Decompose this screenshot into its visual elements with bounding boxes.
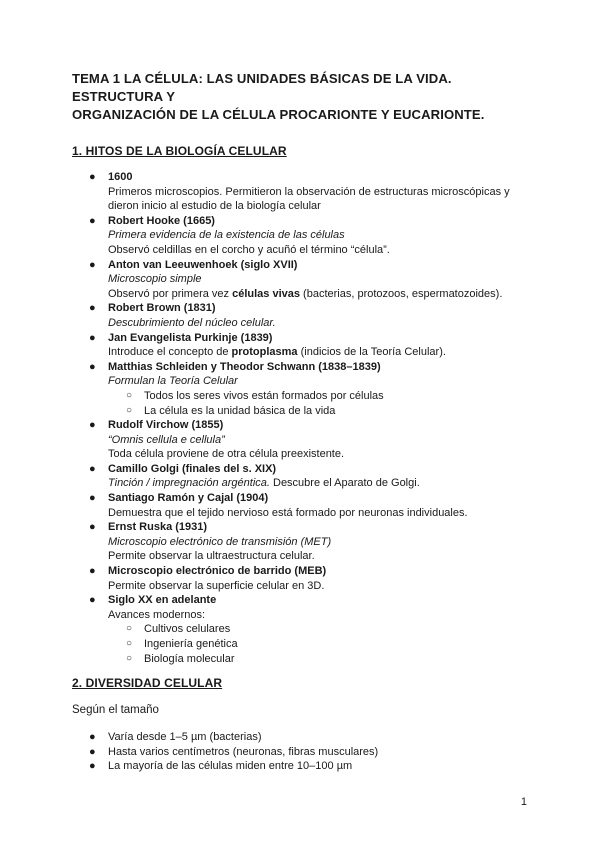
milestone-virchow: [72, 418, 530, 462]
milestone-subtitle: “Omnis cellula e cellula”: [108, 433, 225, 446]
title-line-1: TEMA 1 LA CÉLULA: LAS UNIDADES BÁSICAS DE LA VIDA. ESTRUCTURA Y: [72, 71, 452, 104]
milestone-subtitle: Formulan la Teoría Celular: [108, 375, 238, 388]
milestone-subtitle: Microscopio electrónico de transmisión (MET): [108, 535, 332, 548]
bullet-icon: ●: [89, 760, 96, 773]
milestone-subtitle: Microscopio simple: [108, 273, 202, 286]
bullet-icon: ●: [89, 258, 96, 271]
milestone-text: [108, 287, 530, 302]
milestone-text: dieron inicio al estudio de la biología celular: [108, 200, 321, 213]
bullet-icon: ●: [89, 492, 96, 505]
milestone-ruska: [72, 520, 530, 564]
milestone-text: Toda célula proviene de otra célula preexistente.: [108, 448, 345, 461]
sub-item-text: Todos los seres vivos están formados por células: [144, 389, 384, 402]
milestone-text: Permite observar la ultraestructura celular.: [108, 550, 315, 563]
bullet-icon: ●: [89, 302, 96, 315]
bullet-icon: ●: [89, 331, 96, 344]
milestone-subtitle: Primera evidencia de la existencia de las células: [108, 229, 345, 242]
size-list: [72, 730, 530, 774]
circle-bullet-icon: ○: [126, 652, 133, 664]
bullet-icon: ●: [89, 745, 96, 758]
milestone-text: [108, 345, 530, 360]
sub-list: [108, 389, 530, 418]
bullet-icon: ●: [89, 171, 96, 183]
milestone-title: Rudolf Virchow (1855): [108, 419, 224, 432]
bullet-icon: ●: [89, 360, 96, 373]
milestone-title: Santiago Ramón y Cajal (1904): [108, 492, 269, 505]
circle-bullet-icon: ○: [126, 404, 133, 416]
sub-list-item: [108, 622, 530, 637]
milestone-golgi: [72, 462, 530, 491]
milestone-title: 1600: [108, 171, 133, 183]
circle-bullet-icon: ○: [126, 638, 133, 649]
text-fragment: Descubre el Aparato de Golgi.: [269, 477, 420, 490]
sub-list: [108, 622, 530, 666]
sub-item-text: Cultivos celulares: [144, 623, 231, 636]
milestone-text: Observó celdillas en el corcho y acuñó el término “célula”.: [108, 243, 390, 256]
milestones-list: [72, 170, 530, 666]
milestone-text: Demuestra que el tejido nervioso está formado por neuronas individuales.: [108, 506, 468, 519]
milestone-text: [108, 476, 530, 491]
bullet-icon: ●: [89, 462, 96, 475]
size-item-text: Hasta varios centímetros (neuronas, fibras musculares): [108, 745, 379, 758]
sub-item-text: Ingeniería genética: [144, 638, 238, 650]
document-title: [72, 70, 530, 124]
text-fragment: Introduce el concepto de: [108, 346, 232, 359]
bold-term: células vivas: [232, 287, 300, 300]
title-line-2: ORGANIZACIÓN DE LA CÉLULA PROCARIONTE Y EUCARIONTE.: [72, 107, 485, 122]
milestone-text: Primeros microscopios. Permitieron la observación de estructuras microscópicas y: [108, 185, 510, 198]
bullet-icon: ●: [89, 594, 96, 607]
sub-list-item: [108, 637, 530, 652]
milestone-1600: [72, 170, 530, 214]
milestone-text: Permite observar la superficie celular en 3D.: [108, 579, 325, 592]
size-item-text: La mayoría de las células miden entre 10–100 µm: [108, 760, 353, 773]
size-item: [72, 759, 530, 774]
milestone-subtitle: Descubrimiento del núcleo celular.: [108, 316, 276, 329]
bullet-icon: ●: [89, 731, 96, 744]
size-item-text: Varía desde 1–5 µm (bacterias): [108, 731, 262, 744]
sub-item-text: Biología molecular: [144, 652, 235, 665]
section-1-heading: 1. HITOS DE LA BIOLOGÍA CELULAR: [72, 144, 287, 158]
sub-item-text: La célula es la unidad básica de la vida: [144, 404, 336, 417]
milestone-brown: [72, 301, 530, 330]
circle-bullet-icon: ○: [126, 623, 133, 635]
milestone-leeuwenhoek: [72, 258, 530, 302]
sub-list-item: [108, 389, 530, 404]
document-page: [72, 70, 530, 774]
sub-list-item: [108, 404, 530, 419]
milestone-title: Siglo XX en adelante: [108, 594, 217, 607]
milestone-title: Anton van Leeuwenhoek (siglo XVII): [108, 258, 298, 271]
text-fragment: (indicios de la Teoría Celular).: [297, 346, 446, 359]
section-2-heading: 2. DIVERSIDAD CELULAR: [72, 676, 223, 691]
milestone-title: Jan Evangelista Purkinje (1839): [108, 331, 273, 344]
bold-term: protoplasma: [231, 346, 298, 359]
bullet-icon: ●: [89, 565, 96, 578]
bullet-icon: ●: [89, 521, 96, 534]
circle-bullet-icon: ○: [126, 389, 133, 401]
milestone-ramon-y-cajal: [72, 491, 530, 520]
bullet-icon: ●: [89, 214, 96, 227]
size-intro: Según el tamaño: [72, 704, 159, 717]
milestone-meb: [72, 564, 530, 593]
italic-term: Tinción / impregnación argéntica.: [108, 477, 270, 490]
milestone-purkinje: [72, 331, 530, 360]
bullet-icon: ●: [89, 419, 96, 432]
text-fragment: (bacterias, protozoos, espermatozoides).: [300, 287, 503, 300]
milestone-title: Microscopio electrónico de barrido (MEB): [108, 565, 327, 578]
milestone-title: Matthias Schleiden y Theodor Schwann (1838–1839): [108, 360, 381, 373]
milestone-schleiden-schwann: [72, 360, 530, 418]
milestone-siglo-xx: [72, 593, 530, 666]
milestone-hooke: [72, 214, 530, 258]
size-item: [72, 745, 530, 760]
milestone-title: Robert Hooke (1665): [108, 214, 215, 227]
milestone-title: Ernst Ruska (1931): [108, 521, 208, 534]
size-item: [72, 730, 530, 745]
milestone-title: Robert Brown (1831): [108, 302, 216, 315]
milestone-title: Camillo Golgi (finales del s. XIX): [108, 462, 277, 475]
text-fragment: Observó por primera vez: [108, 287, 233, 300]
sub-list-item: [108, 652, 530, 667]
page-number: 1: [520, 796, 527, 808]
milestone-text: Avances modernos:: [108, 608, 206, 621]
